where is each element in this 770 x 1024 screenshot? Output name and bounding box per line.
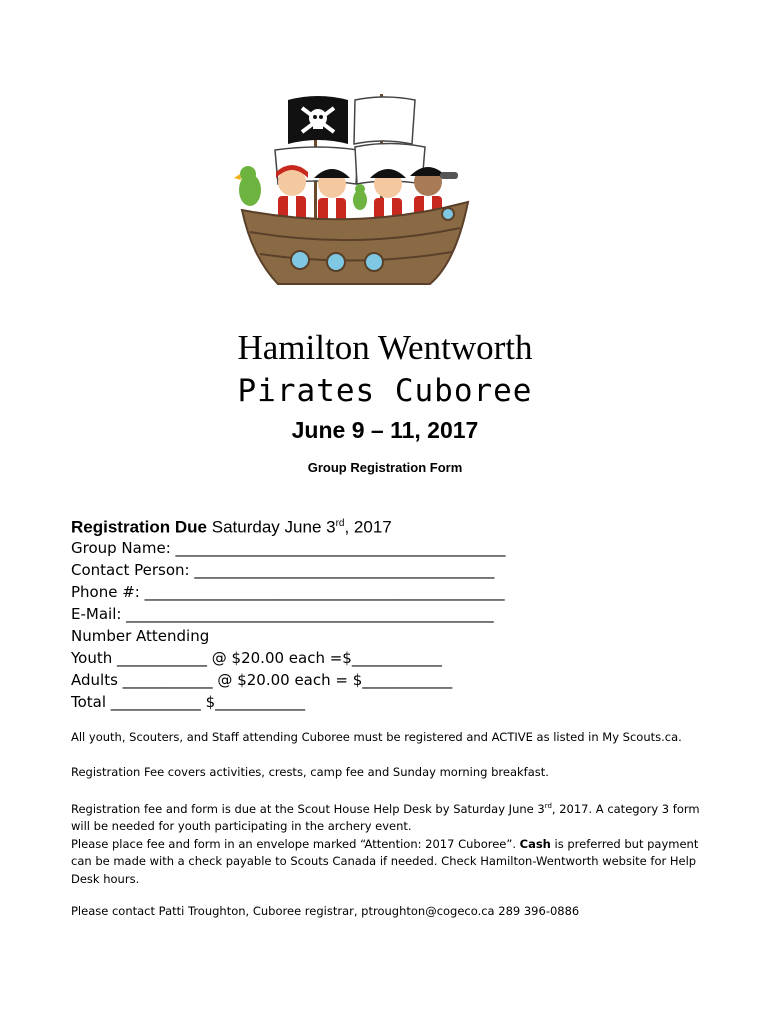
pirate-ship-icon: [230, 92, 480, 302]
paragraph-due-info: [71, 798, 711, 888]
phone-field: Phone #: ________________________________________________: [71, 583, 505, 601]
email-field: E-Mail: _________________________________________________: [71, 605, 494, 623]
total-field: Total ____________ $____________: [71, 693, 306, 711]
payment-info-text: Please place fee and form in an envelope marked “Attention: 2017 Cuboree”.: [71, 836, 520, 851]
adults-field: Adults ____________ @ $20.00 each = $____________: [71, 671, 453, 689]
group-name-field: Group Name: ____________________________________________: [71, 539, 506, 557]
paragraph-registration-requirement: All youth, Scouters, and Staff attending Cuboree must be registered and ACTIVE as listed in My Scouts.ca.: [71, 730, 682, 744]
contact-person-field: Contact Person: ________________________________________: [71, 561, 495, 579]
due-info-text: Registration fee and form is due at the Scout House Help Desk by Saturday June 3: [71, 801, 545, 816]
number-attending-label: Number Attending: [71, 627, 210, 645]
youth-field: Youth ____________ @ $20.00 each =$____________: [71, 649, 442, 667]
registration-due-date-suffix: rd: [335, 518, 345, 529]
payment-info-text-end: is preferred but payment can be made with a check payable to Scouts Canada if needed. Check Hamilton-Wentworth website for Help Desk hours.: [71, 836, 699, 886]
payment-info-cash: Cash: [519, 836, 551, 851]
paragraph-contact: Please contact Patti Troughton, Cuboree registrar, ptroughton@cogeco.ca 289 396-0886: [71, 904, 580, 918]
paragraph-fee-coverage: Registration Fee covers activities, crests, camp fee and Sunday morning breakfast.: [71, 765, 549, 779]
registration-due-year: , 2017: [344, 517, 392, 537]
event-dates: June 9 – 11, 2017: [291, 417, 479, 443]
registration-due-label: Registration Due: [71, 517, 208, 537]
due-info-text-end: , 2017. A category 3 form will be needed for youth participating in the archery event.: [71, 801, 700, 834]
registration-due-date: Saturday June 3: [211, 517, 336, 537]
due-info-suffix: rd: [544, 802, 552, 810]
form-title: Group Registration Form: [307, 460, 463, 475]
registration-fields: [71, 537, 506, 713]
title-line-1: Hamilton Wentworth: [237, 328, 533, 367]
title-line-2: Pirates Cuboree: [237, 373, 533, 409]
registration-due: [71, 513, 392, 539]
